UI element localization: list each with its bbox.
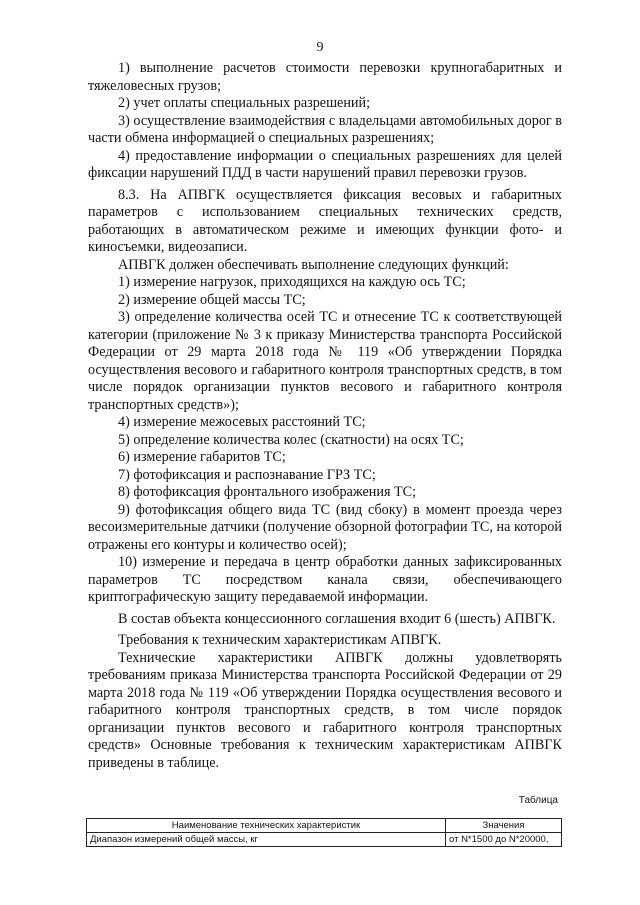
table-row	[87, 833, 562, 847]
table-header: Значения	[446, 819, 562, 833]
paragraph: В состав объекта концессионного соглашения входит 6 (шесть) АПВГК.	[118, 610, 556, 627]
paragraph: 6) измерение габаритов ТС;	[118, 449, 286, 465]
paragraph: 1) выполнение расчетов стоимости перевозки крупногабаритных и тяжеловесных грузов;	[88, 60, 562, 94]
paragraph: 1) измерение нагрузок, приходящихся на каждую ось ТС;	[118, 274, 466, 290]
paragraph: 7) фотофиксация и распознавание ГРЗ ТС;	[118, 466, 376, 483]
spec-table	[86, 818, 562, 847]
paragraph: 2) измерение общей массы ТС;	[118, 291, 306, 308]
body-text	[88, 60, 562, 772]
paragraph: Требования к техническим характеристикам АПВГК.	[118, 632, 442, 648]
paragraph: 4) измерение межосевых расстояний ТС;	[118, 414, 366, 430]
paragraph: АПВГК должен обеспечивать выполнение следующих функций:	[118, 256, 509, 273]
paragraph: 3) осуществление взаимодействия с владельцами автомобильных дорог в части обмена информацией о специальных разрешениях;	[88, 112, 562, 146]
paragraph: Технические характеристики АПВГК должны удовлетворять требованиям приказа Министерства транспорта Российской Федерации от 29 марта 2018 года № 119 «Об утверждении Порядка осуществления весового и габаритного контроля транспортных средств, в том числе порядок организации пунктов весового и габаритного контроля транспортных средств» Основные требования к техническим характеристикам АПВГК приведены в таблице.	[88, 649, 562, 771]
table-cell: от N*1500 до N*20000,	[446, 833, 562, 847]
table-caption: Таблица	[518, 795, 558, 806]
table-header: Наименование технических характеристик	[87, 819, 446, 833]
page-number: 9	[316, 40, 324, 55]
paragraph: 4) предоставление информации о специальных разрешениях для целей фиксации нарушений ПДД в части нарушений правил перевозки грузов.	[88, 147, 562, 181]
paragraph: 10) измерение и передача в центр обработки данных зафиксированных параметров ТС посредством канала связи, обеспечивающего криптографическую защиту передаваемой информации.	[88, 554, 562, 605]
paragraph: 8) фотофиксация фронтального изображения ТС;	[118, 484, 417, 500]
paragraph: 5) определение количества колес (скатности) на осях ТС;	[118, 431, 464, 448]
paragraph: 8.3. На АПВГК осуществляется фиксация весовых и габаритных параметров с использованием специальных технических средств, работающих в автоматическом режиме и имеющих функции фото- и киносъемки, видеозаписи.	[88, 186, 562, 255]
paragraph: 9) фотофиксация общего вида ТС (вид сбоку) в момент проезда через весоизмерительные датчики (получение обзорной фотографии ТС, на которой отражены его контуры и количество осей);	[88, 501, 562, 553]
table-cell: Диапазон измерений общей массы, кг	[87, 833, 446, 847]
paragraph: 2) учет оплаты специальных разрешений;	[118, 95, 371, 111]
paragraph: 3) определение количества осей ТС и отнесение ТС к соответствующей категории (приложение № 3 к приказу Министерства транспорта Российской Федерации от 29 марта 2018 года № 119 «Об утверждении Порядка осуществления весового и габаритного контроля транспортных средств, в том числе порядок организации пунктов весового и габаритного контроля транспортных средств»);	[88, 309, 562, 413]
table-header-row	[87, 819, 562, 833]
